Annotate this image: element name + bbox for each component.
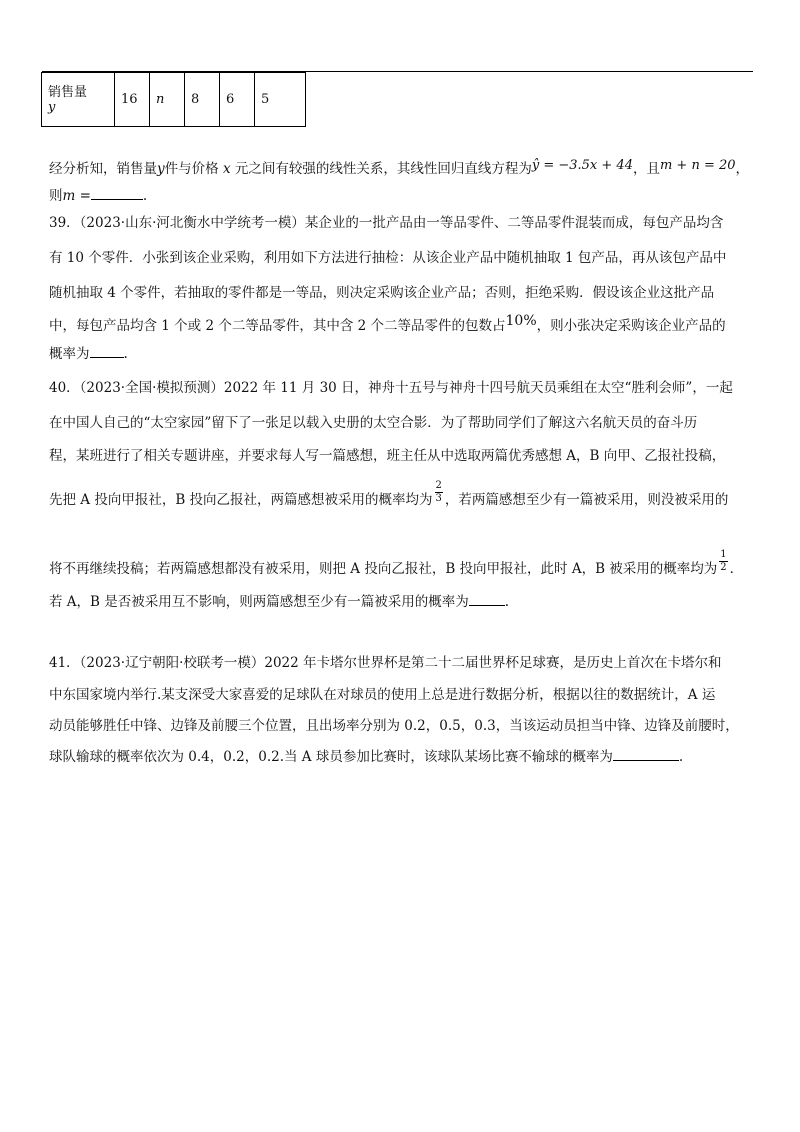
text: 概率为 (49, 346, 90, 362)
text: 先把 A 投向甲报社，B 投向乙报社，两篇感想被采用的概率均为 (49, 492, 433, 508)
q38-line-2 (49, 186, 147, 206)
q41-line-4: 球队输球的概率依次为 0.4，0.2，0.2.当 A 球员参加比赛时，该球队某场比赛不输球的概率为 . (49, 749, 684, 765)
math-var: m = (62, 188, 91, 204)
text: 中，每包产品均含 1 个或 2 个二等品零件，其中含 2 个二等品零件的包数占 (49, 318, 506, 334)
q39-line-5: 概率为 . (49, 346, 128, 362)
text: 球队输球的概率依次为 0.4，0.2，0.2.当 A 球员参加比赛时，该球队某场比赛不输球的概率为 (49, 749, 613, 765)
table-cell: 8 (185, 73, 220, 127)
text: . (142, 188, 148, 204)
percentage: 10% (505, 313, 537, 329)
q40-line-1: 40．（2023·全国·模拟预测）2022 年 11 月 30 日，神舟十五号与神舟十四号航天员乘组在太空“胜利会师”，一起 (49, 380, 733, 396)
table-row (42, 73, 306, 127)
math-var: y (157, 161, 165, 177)
q39-line-3: 随机抽取 4 个零件，若抽取的零件都是一等品，则决定采购该企业产品；否则，拒绝采购．假设该企业这批产品 (49, 285, 715, 301)
table-cell: 5 (255, 73, 306, 127)
answer-blank[interactable] (91, 187, 143, 200)
sales-table (41, 72, 306, 127)
answer-blank[interactable] (90, 345, 124, 358)
q39-line-4 (49, 313, 726, 336)
regression-equation: ŷ = −3.5x + 44 (531, 158, 633, 173)
row-label: 销售量 (48, 84, 88, 100)
q41-line-2: 中东国家境内举行.某支深受大家喜爱的足球队在对球员的使用上总是进行数据分析，根据以往的数据统计，A 运 (49, 687, 716, 703)
fraction-one-half (719, 549, 727, 574)
table-cell: 6 (220, 73, 255, 127)
q40-line-4 (49, 480, 729, 513)
q41-line-3: 动员能够胜任中锋、边锋及前腰三个位置，且出场率分别为 0.2，0.5，0.3，当该运动员担当中锋、边锋及前腰时， (49, 718, 739, 734)
row-variable: y (48, 99, 56, 115)
fraction-denominator: 3 (435, 493, 442, 504)
fraction-two-thirds (435, 480, 443, 505)
text: 则 (49, 188, 63, 204)
table-cell: n (150, 73, 185, 127)
condition-equation: m + n = 20 (659, 158, 736, 173)
q39-line-1: 39．（2023·山东·河北衡水中学统考一模）某企业的一批产品由一等品零件、二等品零件混装而成，每包产品均含 (49, 215, 724, 231)
text: ，若两篇感想至少有一篇被采用，则没被采用的 (444, 492, 729, 508)
text: 若 A，B 是否被采用互不影响，则两篇感想至少有一篇被采用的概率为 (49, 594, 469, 610)
text: 经分析知，销售量 (49, 161, 157, 177)
fraction-denominator: 2 (720, 562, 727, 573)
q39-line-2: 有 10 个零件．小张到该企业采购，利用如下方法进行抽检：从该企业产品中随机抽取 1 包产品，再从该包产品中 (49, 250, 727, 266)
q40-line-3: 程，某班进行了相关专题讲座，并要求每人写一篇感想，班主任从中选取两篇优秀感想 A，B 向甲、乙报社投稿， (49, 448, 726, 464)
text: ，且 (632, 161, 660, 177)
math-var: x (222, 161, 231, 177)
q40-line-5 (49, 549, 744, 582)
fraction-numerator: 2 (435, 480, 442, 491)
q41-line-1: 41．（2023·辽宁朝阳·校联考一模）2022 年卡塔尔世界杯是第二十二届世界杯足球赛，是历史上首次在卡塔尔和 (49, 655, 722, 671)
answer-blank[interactable] (469, 593, 505, 606)
text: ． (729, 561, 744, 577)
q40-line-2: 在中国人自己的“太空家园”留下了一张足以载入史册的太空合影．为了帮助同学们了解这六名航天员的奋斗历 (49, 415, 698, 431)
text: ，则小张决定采购该企业产品的 (536, 318, 726, 334)
text: 元之间有较强的线性关系，其线性回归直线方程为 (234, 161, 532, 177)
text: ， (735, 161, 750, 177)
q40-line-6: 若 A，B 是否被采用互不影响，则两篇感想至少有一篇被采用的概率为 . (49, 594, 510, 610)
table-row-header (42, 73, 115, 127)
text: 将不再继续投稿；若两篇感想都没有被采用，则把 A 投向乙报社，B 投向甲报社，此时 A，B 被采用的概率均为 (49, 561, 718, 577)
answer-blank[interactable] (613, 748, 679, 761)
fraction-numerator: 1 (720, 549, 727, 560)
table-cell: 16 (115, 73, 150, 127)
text: 件与价格 (164, 161, 219, 177)
q38-line-1 (49, 159, 749, 180)
